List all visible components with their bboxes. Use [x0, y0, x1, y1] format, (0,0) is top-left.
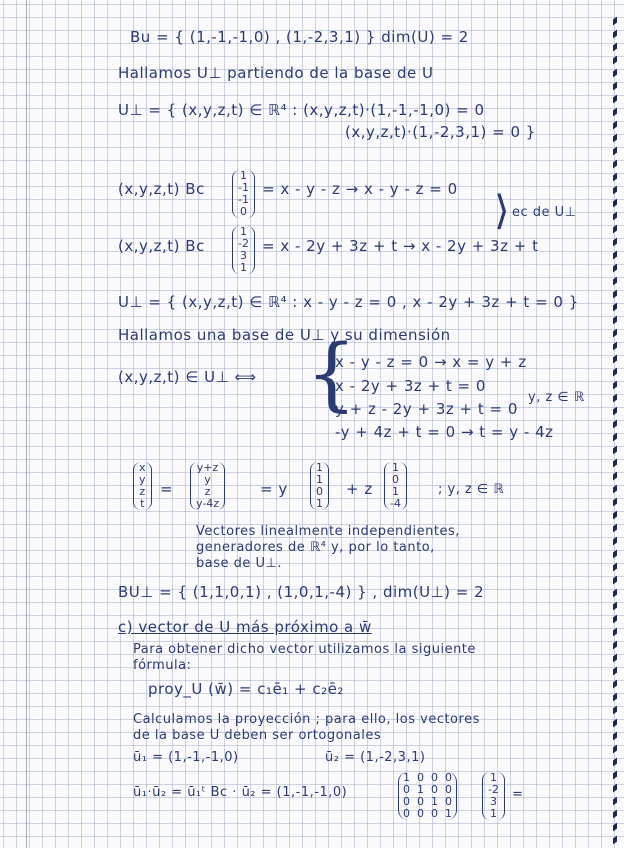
line-base-u-perp: base de U⊥.: [196, 556, 282, 571]
binding-hole: [613, 82, 617, 91]
binding-hole: [613, 784, 617, 793]
binding-hole: [613, 706, 617, 715]
line-bc-row2-label: (x,y,z,t) Bc: [118, 237, 205, 255]
system-eq-1: x - y - z = 0 → x = y + z: [335, 353, 527, 371]
binding-hole: [613, 511, 617, 520]
vector-v2: 1 -2 3 1: [232, 226, 255, 274]
line-dot-product: ū₁·ū₂ = ū₁ᵗ Bc · ū₂ = (1,-1,-1,0): [133, 785, 348, 800]
binding-hole: [613, 381, 617, 390]
binding-hole: [613, 173, 617, 182]
binding-hole: [613, 693, 617, 702]
line-u-perp-eqs: U⊥ = { (x,y,z,t) ∈ ℝ⁴ : x - y - z = 0 , x - 2y + 3z + t = 0 }: [118, 293, 579, 311]
binding-hole: [613, 732, 617, 741]
binding-hole: [613, 420, 617, 429]
binding-hole: [613, 472, 617, 481]
binding-hole: [613, 121, 617, 130]
section-c-title: c) vector de U más próximo a w̄: [118, 618, 372, 636]
binding-hole: [613, 680, 617, 689]
line-ortogonales: de la base U deben ser ortogonales: [133, 728, 382, 743]
binding-hole: [613, 43, 617, 52]
vector-v1: 1 -1 -1 0: [232, 170, 255, 218]
line-proy-formula: proy_U (w̄) = c₁ē₁ + c₂ē₂: [148, 680, 344, 698]
binding-hole: [613, 394, 617, 403]
vector-b1: 1 1 0 1: [310, 462, 329, 510]
binding-hole: [613, 615, 617, 624]
binding-hole: [613, 134, 617, 143]
line-u2-def: ū₂ = (1,-2,3,1): [325, 750, 426, 765]
binding-hole: [613, 56, 617, 65]
binding-hole: [613, 355, 617, 364]
line-generadores: generadores de ℝ⁴ y, por lo tanto,: [196, 540, 435, 555]
binding-hole: [613, 485, 617, 494]
vector-param: y+z y z y-4z: [190, 462, 225, 510]
binding-hole: [613, 407, 617, 416]
binding-hole: [613, 95, 617, 104]
binding-hole: [613, 758, 617, 767]
binding-hole: [613, 576, 617, 585]
note-ec-u-perp: ec de U⊥: [512, 205, 577, 220]
binding-hole: [613, 329, 617, 338]
coef-z: + z: [346, 480, 373, 498]
line-para-obtener: Para obtener dicho vector utilizamos la siguiente: [133, 642, 476, 657]
binding-hole: [613, 771, 617, 780]
binding-hole: [613, 238, 617, 247]
binding-hole: [613, 719, 617, 728]
binding-hole: [613, 446, 617, 455]
binding-hole: [613, 459, 617, 468]
binding-hole: [613, 342, 617, 351]
vector-xyzt: x y z t: [133, 462, 152, 510]
line-base-u-perp-result: BU⊥ = { (1,1,0,1) , (1,0,1,-4) } , dim(U⊥) = 2: [118, 583, 485, 601]
spiral-binding-holes: [600, 0, 624, 848]
line-hallamos-base: Hallamos una base de U⊥ y su dimensión: [118, 326, 451, 344]
binding-hole: [613, 641, 617, 650]
binding-hole: [613, 797, 617, 806]
system-eq-2: x - 2y + 3z + t = 0: [335, 377, 486, 395]
system-brace: {: [306, 327, 357, 420]
binding-hole: [613, 589, 617, 598]
margin-line: [26, 0, 27, 848]
binding-hole: [613, 277, 617, 286]
line-calculamos: Calculamos la proyección ; para ello, los vectores: [133, 712, 480, 727]
binding-hole: [613, 667, 617, 676]
line-bc-row1-result: = x - y - z → x - y - z = 0: [262, 180, 458, 198]
line-bc-row2-result: = x - 2y + 3z + t → x - 2y + 3z + t: [262, 237, 539, 255]
binding-hole: [613, 147, 617, 156]
binding-hole: [613, 368, 617, 377]
system-eq-4: -y + 4z + t = 0 → t = y - 4z: [335, 423, 554, 441]
line-formula-label: fórmula:: [133, 658, 192, 673]
line-bc-row1-label: (x,y,z,t) Bc: [118, 180, 205, 198]
binding-hole: [613, 654, 617, 663]
line-hallamos-u-perp: Hallamos U⊥ partiendo de la base de U: [118, 64, 434, 82]
binding-hole: [613, 550, 617, 559]
eq-sign-final: =: [512, 787, 524, 802]
binding-hole: [613, 186, 617, 195]
binding-hole: [613, 303, 617, 312]
binding-hole: [613, 199, 617, 208]
eq-sign-1: =: [160, 480, 174, 498]
line-u-perp-def-1: U⊥ = { (x,y,z,t) ∈ ℝ⁴ : (x,y,z,t)·(1,-1,-1,0) = 0: [118, 101, 485, 119]
param-domain: ; y, z ∈ ℝ: [438, 482, 505, 497]
identity-matrix: 1 0 0 0 0 1 0 0 0 0 1 0 0 0 0 1: [398, 772, 457, 820]
binding-hole: [613, 160, 617, 169]
vector-b2: 1 0 1 -4: [384, 462, 407, 510]
binding-hole: [613, 836, 617, 845]
binding-hole: [613, 212, 617, 221]
binding-hole: [613, 251, 617, 260]
binding-hole: [613, 602, 617, 611]
binding-hole: [613, 290, 617, 299]
binding-hole: [613, 810, 617, 819]
line-base-u: Bu = { (1,-1,-1,0) , (1,-2,3,1) } dim(U) = 2: [130, 28, 469, 46]
system-eq-3: y + z - 2y + 3z + t = 0: [335, 400, 518, 418]
binding-hole: [613, 498, 617, 507]
line-iff: (x,y,z,t) ∈ U⊥ ⟺: [118, 368, 257, 386]
binding-hole: [613, 745, 617, 754]
line-u1-def: ū₁ = (1,-1,-1,0): [133, 750, 239, 765]
binding-hole: [613, 69, 617, 78]
binding-hole: [613, 108, 617, 117]
line-lin-indep: Vectores linealmente independientes,: [196, 524, 460, 539]
system-params: y, z ∈ ℝ: [528, 390, 585, 405]
binding-hole: [613, 563, 617, 572]
binding-hole: [613, 433, 617, 442]
line-u-perp-def-2: (x,y,z,t)·(1,-2,3,1) = 0 }: [345, 123, 536, 141]
binding-hole: [613, 264, 617, 273]
binding-hole: [613, 537, 617, 546]
brace-mark: ⟩: [494, 188, 510, 234]
binding-hole: [613, 225, 617, 234]
coef-y: = y: [260, 480, 288, 498]
binding-hole: [613, 17, 617, 26]
binding-hole: [613, 30, 617, 39]
binding-hole: [613, 524, 617, 533]
vector-u2-column: 1 -2 3 1: [482, 772, 505, 820]
binding-hole: [613, 628, 617, 637]
binding-hole: [613, 823, 617, 832]
binding-hole: [613, 316, 617, 325]
